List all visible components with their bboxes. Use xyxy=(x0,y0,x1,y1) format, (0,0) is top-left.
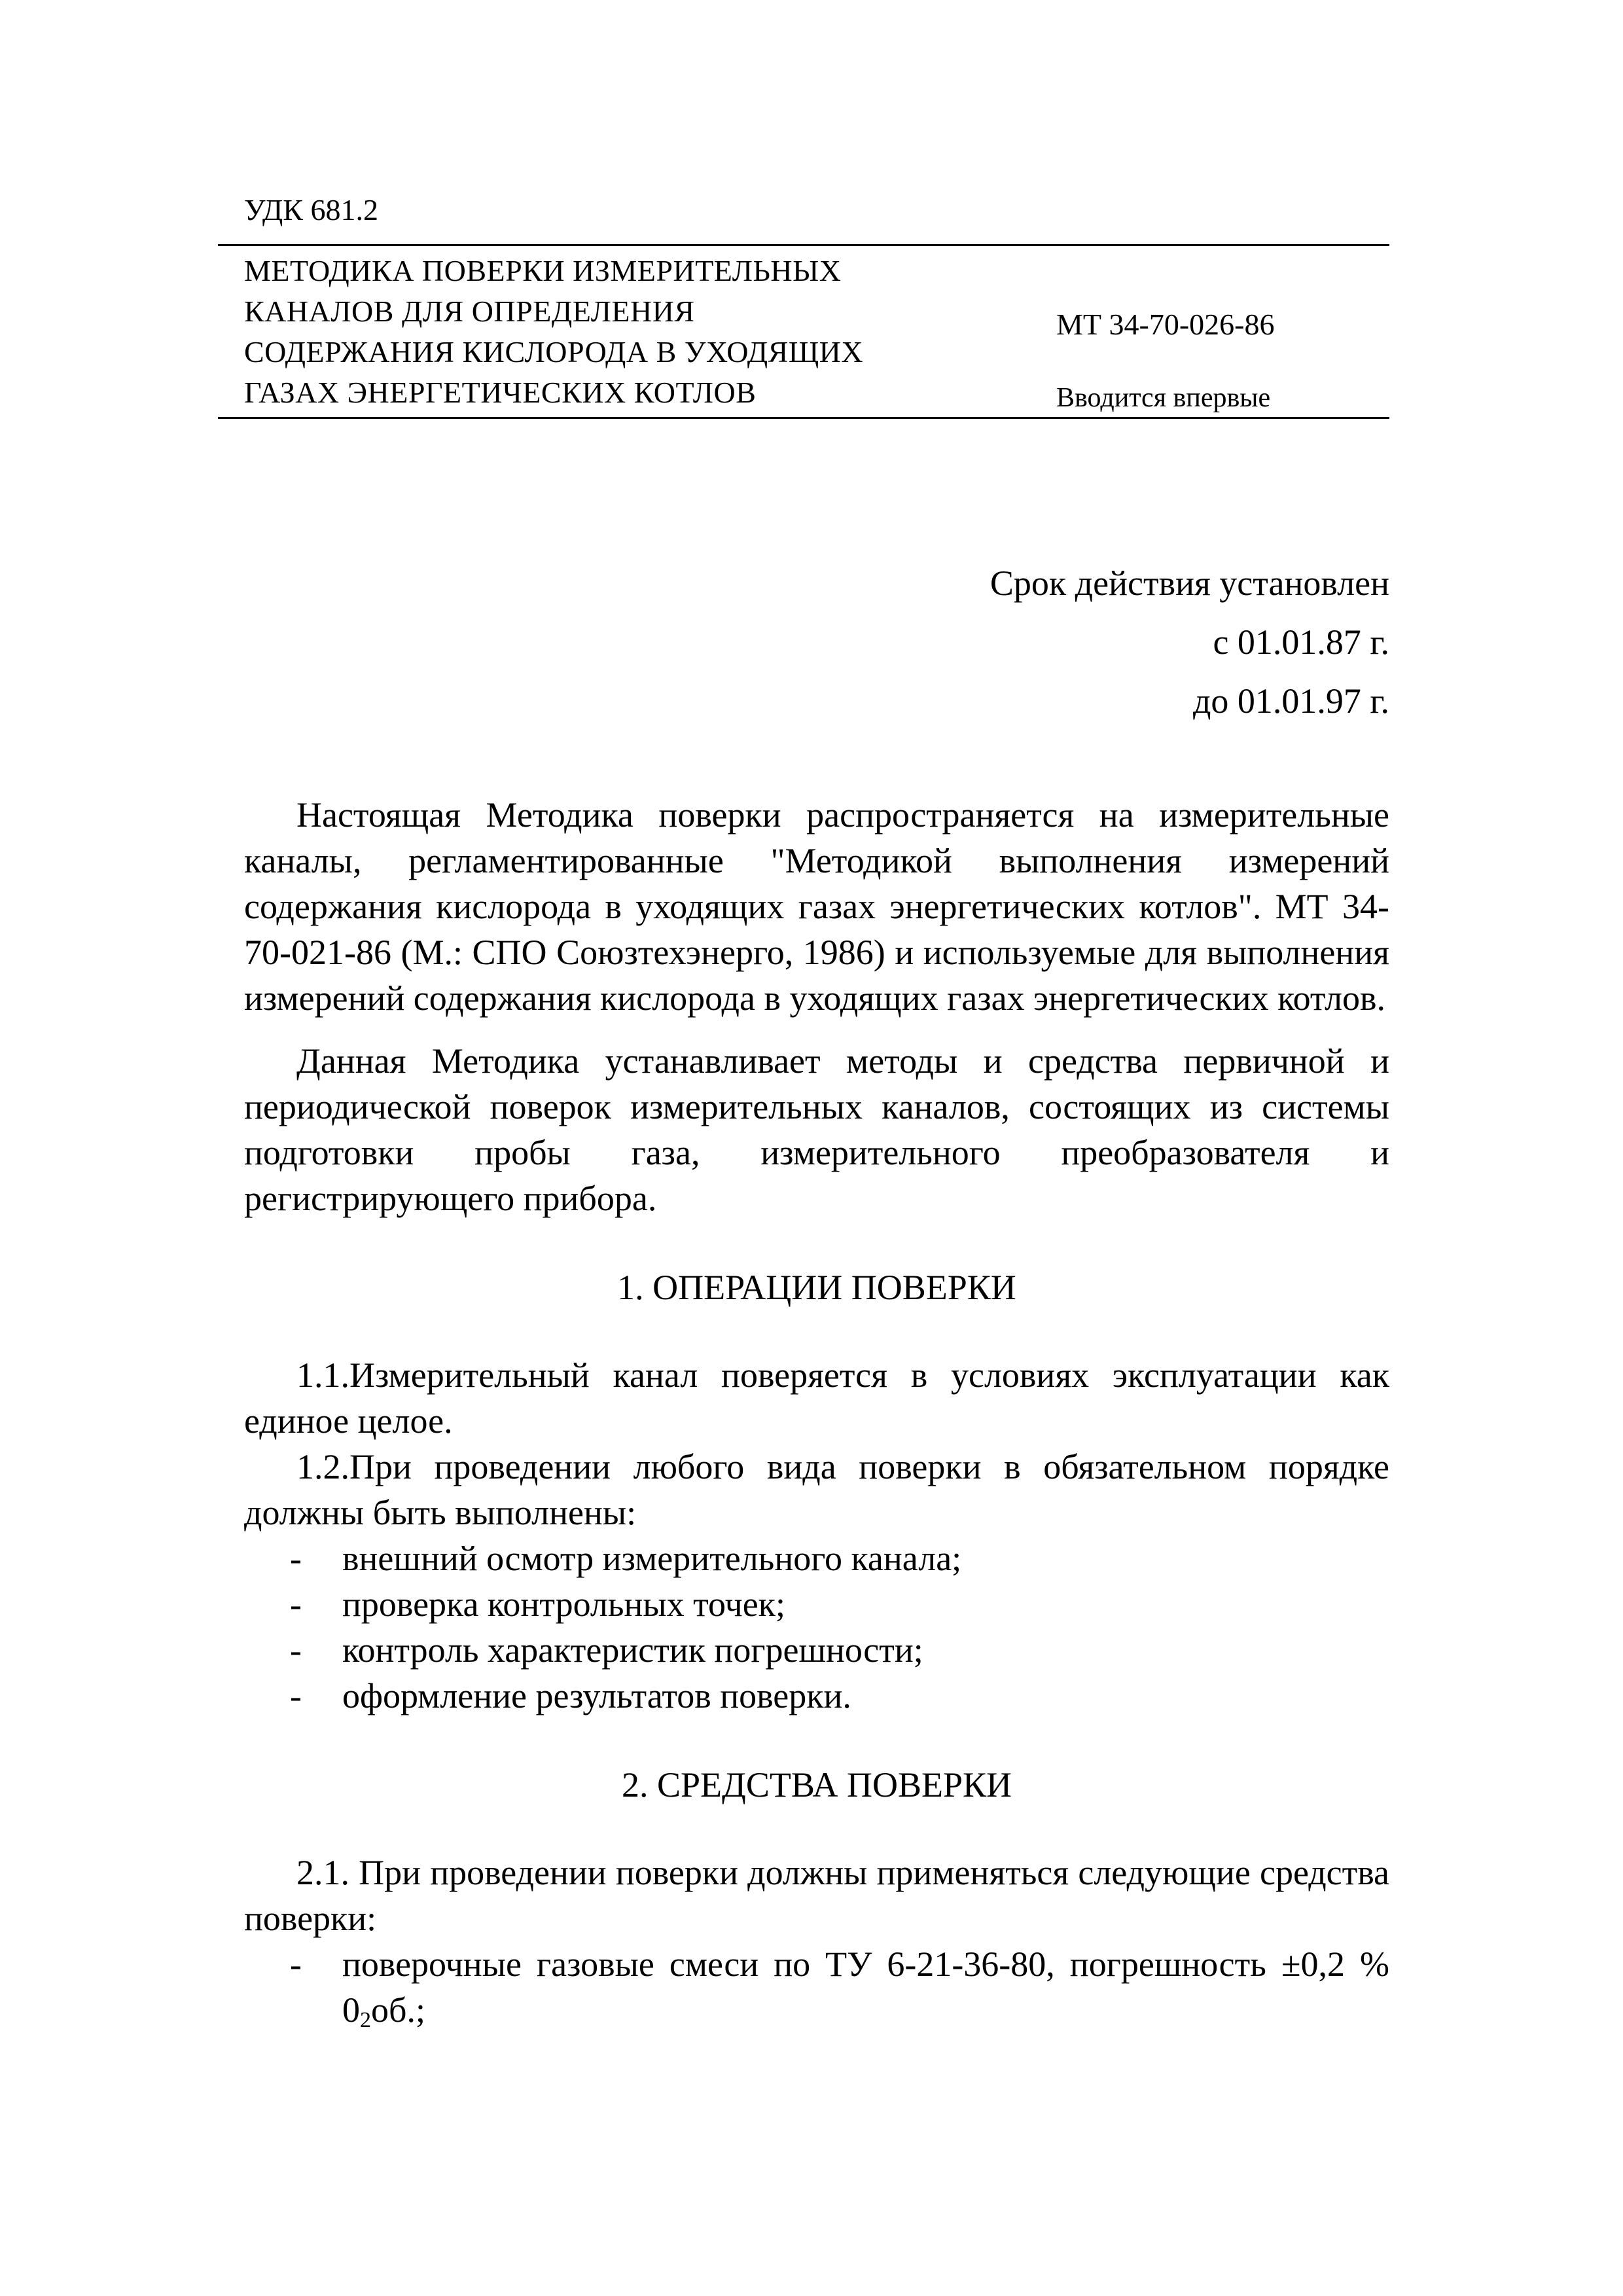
section-1-paragraph-2: 1.2.При проведении любого вида поверки в обязательном порядке должны быть выполнены: xyxy=(244,1447,1389,1532)
bullet-dash: - xyxy=(290,1585,302,1624)
list-item: - контроль характеристик погрешности; xyxy=(244,1627,1389,1673)
document-title xyxy=(244,251,1016,413)
document-code: МТ 34-70-026-86 xyxy=(1056,308,1275,341)
bullet-dash: - xyxy=(290,1945,302,1984)
list-item: - поверочные газовые смеси по ТУ 6-21-36-80, погрешность ±0,2 % $0_2об$.; xyxy=(244,1941,1389,2033)
bullet-dash: - xyxy=(290,1539,302,1578)
validity-to: до 01.01.97 г. xyxy=(1192,681,1389,721)
bullet-dash: - xyxy=(290,1630,302,1670)
title-line: КАНАЛОВ ДЛЯ ОПРЕДЕЛЕНИЯ xyxy=(244,295,695,328)
validity-label: Срок действия установлен xyxy=(990,564,1389,603)
validity-from: с 01.01.87 г. xyxy=(1213,622,1389,662)
document-body xyxy=(244,792,1389,2033)
section-2-heading: 2. СРЕДСТВА ПОВЕРКИ xyxy=(621,1765,1012,1804)
title-line: ГАЗАХ ЭНЕРГЕТИЧЕСКИХ КОТЛОВ xyxy=(244,376,757,409)
intro-paragraph-2: Данная Методика устанавливает методы и средства первичной и периодической поверок измерительных каналов, состоящих из системы подготовки пробы газа, измерительного преобразователя и регистрирующего прибора. xyxy=(244,1041,1389,1218)
header-top-rule xyxy=(218,244,1389,246)
title-line: СОДЕРЖАНИЯ КИСЛОРОДА В УХОДЯЩИХ xyxy=(244,335,864,368)
introduction-note: Вводится впервые xyxy=(1056,383,1271,413)
intro-paragraph-1: Настоящая Методика поверки распространяется на измерительные каналы, регламентированные "Методикой выполнения измерений содержания кислорода в уходящих газах энергетических котлов". МТ 34-70-021-86 (М.: СПО Союзтехэнерго, 1986) и используемые для выполнения измерений содержания кислорода в уходящих газах энергетических котлов. xyxy=(244,795,1389,1018)
list-item: - внешний осмотр измерительного канала; xyxy=(244,1535,1389,1581)
section-1-paragraph-1: 1.1.Измерительный канал поверяется в условиях эксплуатации как единое целое. xyxy=(244,1355,1389,1441)
title-line: МЕТОДИКА ПОВЕРКИ ИЗМЕРИТЕЛЬНЫХ xyxy=(244,254,842,287)
section-1-heading: 1. ОПЕРАЦИИ ПОВЕРКИ xyxy=(617,1268,1016,1307)
section-2-paragraph-1: 2.1. При проведении поверки должны применяться следующие средства поверки: xyxy=(244,1853,1389,1938)
list-item: - проверка контрольных точек; xyxy=(244,1581,1389,1627)
list-item: - оформление результатов поверки. xyxy=(244,1673,1389,1719)
validity-block xyxy=(990,554,1389,730)
udk-code: УДК 681.2 xyxy=(244,193,378,226)
bullet-dash: - xyxy=(290,1676,302,1715)
header-bottom-rule xyxy=(218,417,1389,419)
